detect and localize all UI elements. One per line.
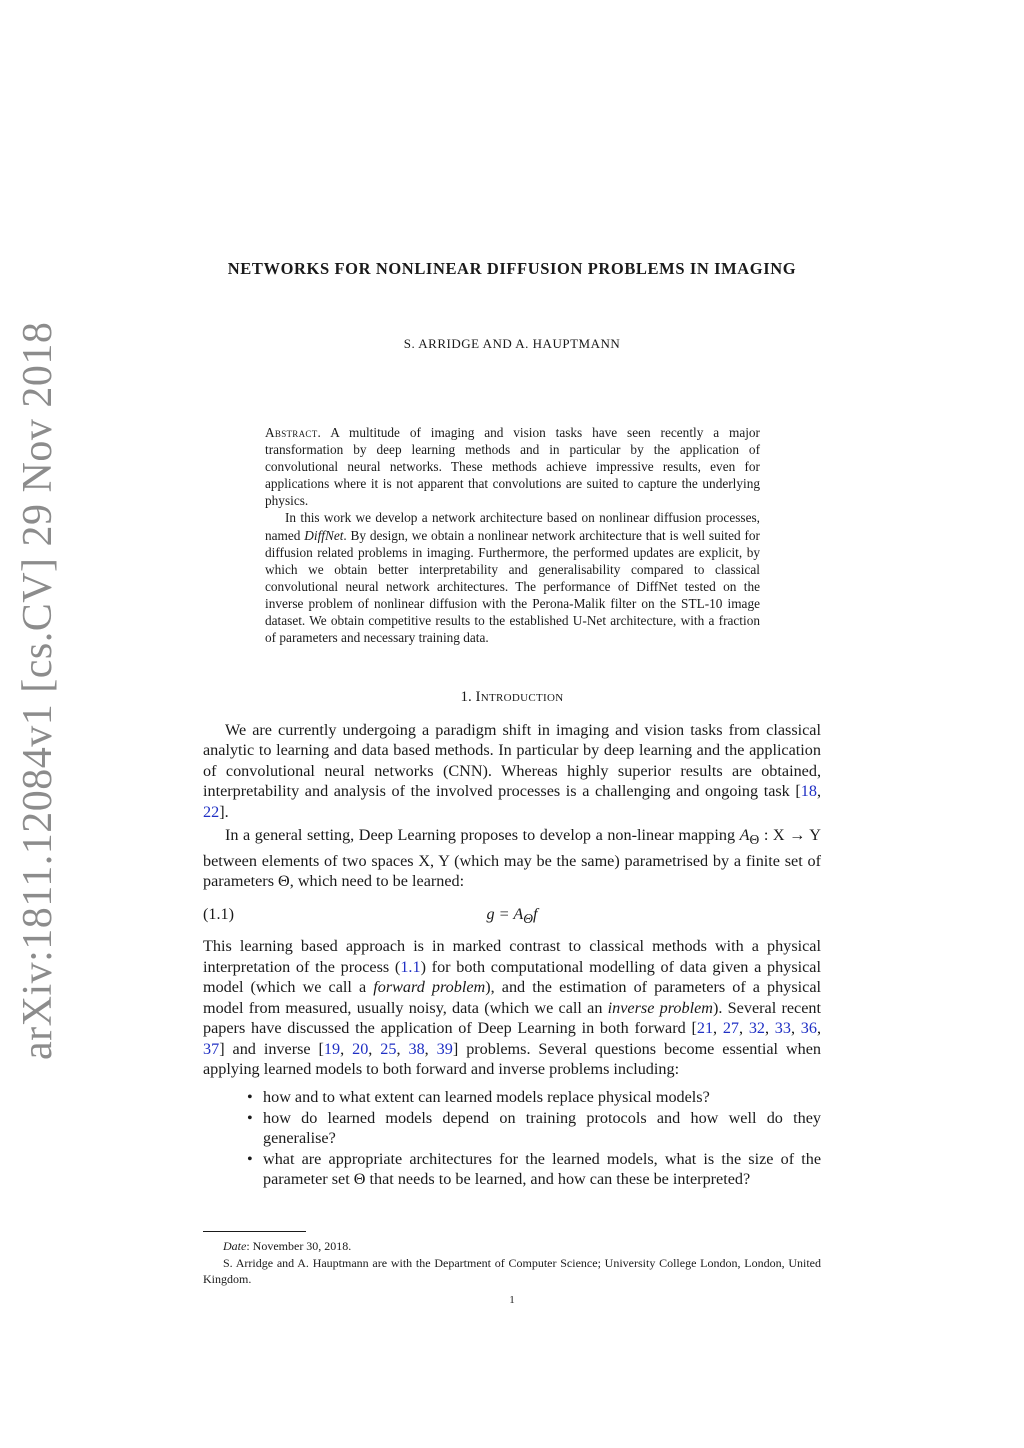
bullet-glyph: • [247,1108,253,1127]
equation-ref-link[interactable]: 1.1 [400,957,421,976]
date-value: : November 30, 2018. [246,1239,352,1253]
citation-link[interactable]: 36 [800,1019,817,1038]
arxiv-identifier-stamp: arXiv:1811.12084v1 [cs.CV] 29 Nov 2018 [15,321,61,1060]
equation-1-1 [203,904,821,927]
mapping-symbol: A [739,826,750,845]
equation-lhs: g = A [486,905,524,924]
equation-number: (1.1) [203,905,235,924]
citation-link[interactable]: 21 [696,1019,714,1038]
intro-text-1a: We are currently undergoing a paradigm shift in imaging and vision tasks from classical analytic to learning and data based methods. In particular by deep learning and the application of convolutional neural networks (CNN). Whereas highly superior results are obtained, interpretability and analysis of the involved processes is a challenging and ongoing task [ [203,721,821,801]
date-label: Date [223,1239,247,1253]
bullet-glyph: • [247,1149,253,1168]
citation-link[interactable]: 22 [203,802,220,821]
questions-list [203,1087,821,1189]
citation-link[interactable]: 27 [722,1019,740,1038]
intro-text-3a: This learning based approach is in marked contrast to classical methods with a physical interpretation of the process ( [203,937,821,976]
abstract-paragraph-2 [265,509,760,646]
footnotes [203,1238,821,1288]
intro-paragraph-2 [203,825,821,891]
citation-separator: , [368,1039,381,1058]
footnote-affiliation: S. Arridge and A. Hauptmann are with the Department of Computer Science; University College London, London, United Kingdom. [203,1255,821,1286]
citation-link[interactable]: 37 [203,1039,220,1058]
abstract-label: Abstract. [265,425,322,440]
list-item-text: what are appropriate architectures for the learned models, what is the size of the parameter set Θ that needs to be learned, and how can these be interpreted? [263,1149,821,1188]
citation-link[interactable]: 25 [380,1039,397,1058]
citation-separator: , [816,782,821,801]
page-number: 1 [509,1294,515,1306]
inverse-citations [324,1040,453,1058]
citation-separator: , [396,1039,409,1058]
citation-separator: , [790,1019,801,1038]
citation-link[interactable]: 33 [774,1019,791,1038]
list-item-text: how and to what extent can learned models replace physical models? [263,1088,710,1107]
footnote-rule [203,1231,306,1232]
citation-link[interactable]: 18 [800,782,817,801]
equation-rhs: f [532,905,538,924]
list-item [203,1087,821,1107]
citation-link[interactable]: 19 [323,1039,341,1058]
section-heading-introduction [200,689,824,706]
introduction-body [203,720,821,1189]
citation-separator: , [424,1039,437,1058]
intro-paragraph-3 [203,936,821,1079]
list-item-text: how do learned models depend on training protocols and how well do they generalise? [263,1108,821,1148]
citation-link[interactable]: 32 [748,1019,765,1038]
intro-text-3b: ) for both computational modelling of data given a physical model (which we call a [203,957,821,997]
intro-text-3d: ). Several recent papers have discussed the application of Deep Learning in both forward [ [203,998,821,1038]
citation-separator: , [765,1019,775,1038]
citation-separator: , [739,1019,749,1038]
inverse-problem-term: inverse problem [607,998,713,1017]
bullet-glyph: • [247,1088,253,1107]
intro-text-1b: ]. [219,802,229,821]
abstract-text-1: A multitude of imaging and vision tasks have seen recently a major transformation by deep learning methods and in particular by the application of convolutional neural networks. These methods achieve impressive results, even for applications where it is not apparent that convolutions are suited to capture the underlying physics. [265,425,760,509]
intro-paragraph-1 [203,720,821,822]
citation-separator: , [340,1039,353,1058]
citation-separator: , [713,1019,723,1038]
paper-authors: S. ARRIDGE AND A. HAUPTMANN [403,336,621,351]
citation-separator: , [816,1019,822,1038]
intro-text-3c: ), and the estimation of parameters of a physical model from measured, usually noisy, data (which we call an [203,978,821,1017]
citation-link[interactable]: 38 [408,1039,425,1058]
abstract-paragraph-1 [265,424,760,509]
section-title: Introduction [475,689,564,705]
intro-text-2b: : X → Y between elements of two spaces X, Y (which may be the same) parametrised by a finite set of parameters Θ, which need to be learned: [203,826,821,891]
intro-text-3f: ] problems. Several questions become essential when applying learned models to both forward and inverse problems including: [203,1039,822,1078]
abstract-text-2a: In this work we develop a network architecture based on nonlinear diffusion processes, named [265,510,760,543]
equation-subscript: Θ [523,911,533,927]
footnote-date [203,1238,821,1255]
list-item [203,1108,821,1149]
equation-body [203,904,821,930]
intro-text-2a: In a general setting, Deep Learning proposes to develop a non-linear mapping [225,826,740,845]
citation-link[interactable]: 20 [352,1039,369,1058]
abstract [265,424,760,646]
list-item [203,1149,821,1190]
citation-link[interactable]: 39 [436,1039,453,1058]
forward-problem-term: forward problem [373,978,486,997]
section-number: 1. [460,689,472,705]
mapping-subscript: Θ [749,832,760,848]
paper-title: NETWORKS FOR NONLINEAR DIFFUSION PROBLEMS IN IMAGING [227,259,797,278]
diffnet-name: DiffNet [304,527,344,543]
intro-text-3e: ] and inverse [ [219,1039,324,1058]
abstract-text-2b: . By design, we obtain a nonlinear network architecture that is well suited for diffusion related problems in imaging. Furthermore, the performed updates are explicit, by which we obtain better interpretability and generalisability compared to classical convolutional neural network architectures. The performance of DiffNet tested on the inverse problem of nonlinear diffusion with the Perona-Malik filter on the STL-10 image dataset. We obtain competitive results to the established U-Net architecture, with a fraction of parameters and necessary training data. [265,527,760,646]
